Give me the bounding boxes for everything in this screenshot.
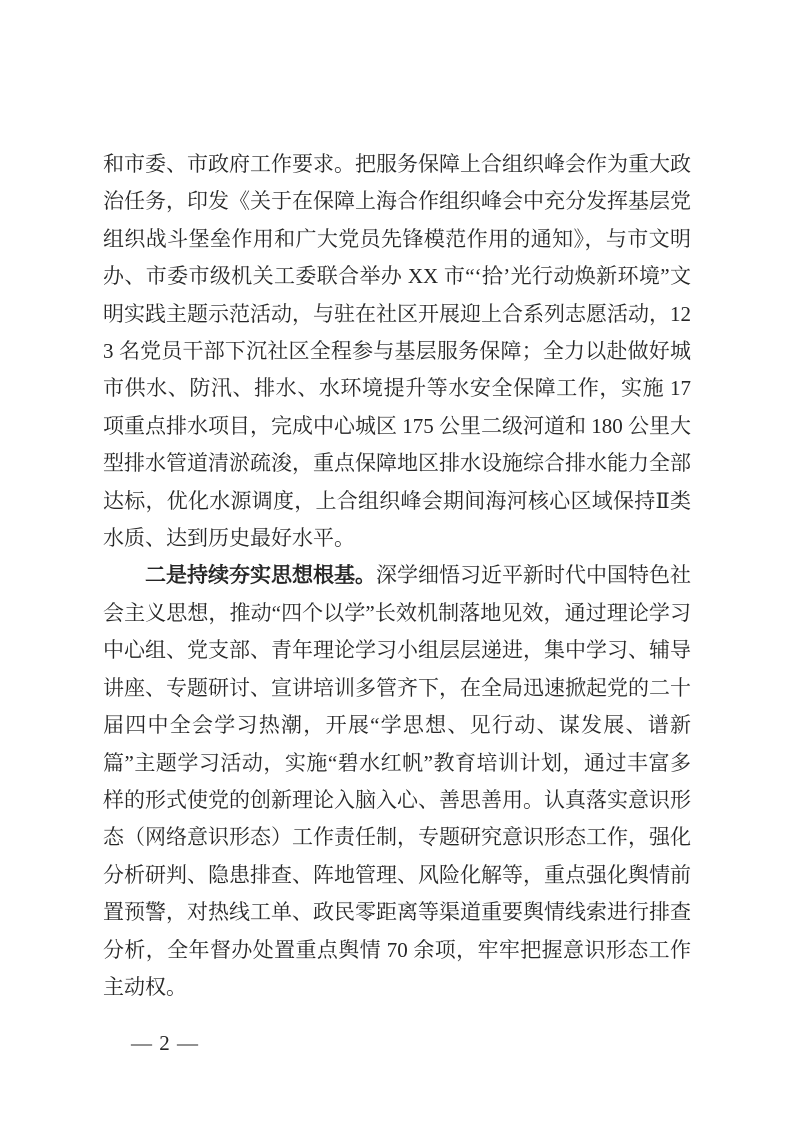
paragraph-body: 和市委、市政府工作要求。把服务保障上合组织峰会作为重大政治任务，印发《关于在保障上海合作组织峰会中充分发挥基层党组织战斗堡垒作用和广大党员先锋模范作用的通知》，与市文明办、市委市级机关工委联合举办 XX 市“‘拾’光行动焕新环境”文明实践主题示范活动，与驻在社区开展迎上合系列志愿活动，123 名党员干部下沉社区全程参与基层服务保障；全力以赴做好城市供水、防汛、排水、水环境提升等水安全保障工作，实施 17 项重点排水项目，完成中心城区 175 公里二级河道和 180 公里大型排水管道清淤疏浚，重点保障地区排水设施综合排水能力全部达标，优化水源调度，上合组织峰会期间海河核心区域保持Ⅱ类水质、达到历史最好水平。 <box>103 152 691 551</box>
paragraph-lead-bold: 二是持续夯实思想根基。 <box>145 563 376 588</box>
paragraph-body: 深学细悟习近平新时代中国特色社会主义思想，推动“四个以学”长效机制落地见效，通过理论学习中心组、党支部、青年理论学习小组层层递进，集中学习、辅导讲座、专题研讨、宣讲培训多管齐下，在全局迅速掀起党的二十届四中全会学习热潮，开展“学思想、见行动、谋发展、谱新篇”主题学习活动，实施“碧水红帆”教育培训计划，通过丰富多样的形式使党的创新理论入脑入心、善思善用。认真落实意识形态（网络意识形态）工作责任制，专题研究意识形态工作，强化分析研判、隐患排查、阵地管理、风险化解等，重点强化舆情前置预警，对热线工单、政民零距离等渠道重要舆情线索进行排查分析，全年督办处置重点舆情 70 余项，牢牢把握意识形态工作主动权。 <box>103 563 691 999</box>
page-number: — 2 — <box>131 1031 199 1055</box>
document-text <box>103 146 691 1006</box>
paragraph-continuation <box>103 146 691 557</box>
paragraph-section-two <box>103 557 691 1006</box>
